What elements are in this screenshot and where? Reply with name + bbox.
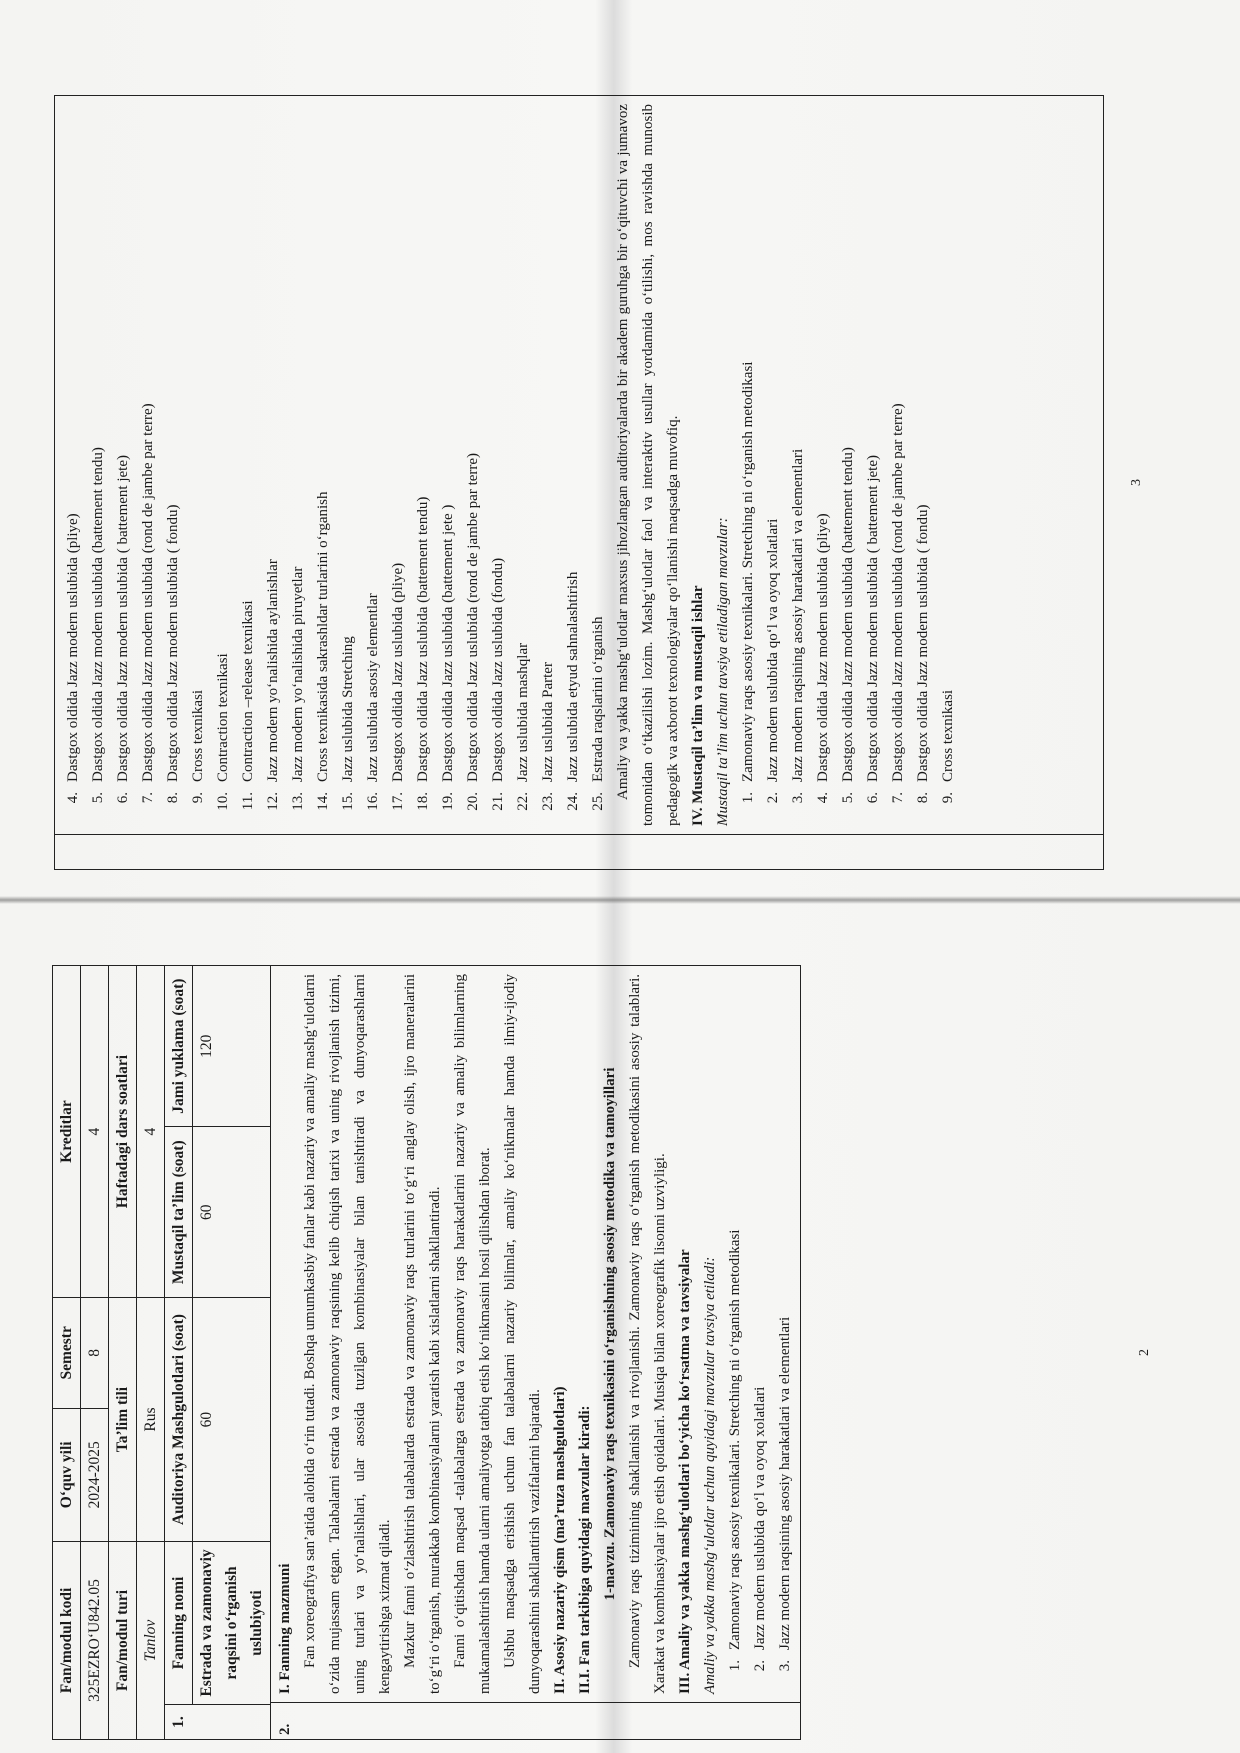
list-item [86, 104, 111, 826]
list-item-number: 1. [740, 792, 756, 804]
list-item-text: Jazz uslubida asosiy elementlar [365, 593, 381, 782]
list-item-number: 9. [940, 792, 956, 804]
weekly-label: Haftadagi dars soatlari [109, 966, 137, 1298]
list-item [911, 104, 936, 826]
list-item-text: Dastgox oldida Jazz modern uslubida ( fondu) [915, 504, 931, 782]
list-item-text: Jazz uslubida Stretching [340, 636, 356, 782]
list-item [736, 104, 761, 826]
list-item-text: Jazz uslubida mashqlar [515, 642, 531, 782]
list-item-text: Dastgox oldida Jazz modern uslubida ( battement jete) [115, 455, 131, 782]
list-item-number: 22. [515, 792, 531, 811]
practice-topics-list [61, 104, 611, 826]
list-item-number: 24. [565, 792, 581, 811]
list-item-number: 11. [240, 792, 256, 811]
section-iv-heading: IV. Mustaqil ta’lim va mustaqil ishlar [690, 585, 706, 826]
list-item-text: Dastgox oldida Jazz modern uslubida ( fondu) [165, 504, 181, 782]
credits-label: Kreditlar [53, 966, 81, 1298]
list-item [411, 104, 436, 826]
list-item-number: 3. [790, 792, 806, 804]
list-item-text: Dastgox oldida Jazz modern uslubida (pliye) [815, 513, 831, 782]
list-item-number: 12. [265, 792, 281, 811]
total-value: 120 [193, 966, 271, 1127]
list-item-text: Dastgox oldida Jazz uslubida (fondu) [490, 557, 506, 782]
list-item [161, 104, 186, 826]
row-number-2: 2. [271, 1702, 800, 1739]
list-item-number: 5. [90, 792, 106, 804]
list-item [336, 104, 361, 826]
list-item-number: 20. [465, 792, 481, 811]
list-item-text: Jazz modern raqsining asosiy harakatlari va elementlari [790, 448, 806, 782]
list-item-text: Cross texnikasida sakrashldar turlarini o‘rganish [315, 491, 331, 782]
list-item-number: 7. [140, 792, 156, 804]
section-ii-i-heading: II.I. Fan tarkibiga quyidagi mavzular kiradi: [577, 1405, 593, 1694]
list-item [461, 104, 486, 826]
list-item-text: Dastgox oldida Jazz modern uslubida (battement tendu) [840, 447, 856, 782]
practice-topics-list-start [723, 974, 798, 1694]
list-item [436, 104, 461, 826]
list-item-number: 23. [540, 792, 556, 811]
page-number: 2 [1137, 1349, 1152, 1356]
list-item-text: Jazz uslubida etyud sahnalashtirish [565, 571, 581, 782]
list-item-number: 10. [215, 792, 231, 811]
list-item [748, 974, 773, 1694]
list-item-number: 3. [777, 1660, 793, 1672]
list-item [186, 104, 211, 826]
lang-value: Rus [137, 1298, 165, 1542]
list-item [361, 104, 386, 826]
list-item-text: Dastgox oldida Jazz uslubida (battement tendu) [415, 496, 431, 782]
list-item-text: Jazz modern uslubida qo‘l va oyoq xolatlari [752, 1386, 768, 1650]
section-ii-heading: II. Asosiy nazariy qism (ma’ruza mashgulotlari) [552, 1386, 568, 1694]
list-item-number: 16. [365, 792, 381, 811]
total-label: Jami yuklama (soat) [165, 966, 193, 1127]
list-item-number: 8. [915, 792, 931, 804]
list-item-text: Dastgox oldida Jazz modern uslubida (battement tendu) [90, 447, 106, 782]
self-value: 60 [193, 1127, 271, 1298]
list-item-number: 14. [315, 792, 331, 811]
list-item [886, 104, 911, 826]
list-item-text: Dastgox oldida Jazz uslubida (battement jete ) [440, 504, 456, 782]
type-label: Fan/modul turi [109, 1542, 137, 1740]
year-label: O‘quv yili [53, 1408, 81, 1541]
year-value: 2024-2025 [81, 1408, 109, 1541]
row-number-1: 1. [165, 1705, 271, 1740]
list-item-text: Cross texnikasi [190, 689, 206, 782]
topic-1-heading: 1-mavzu. Zamonaviy raqs texnikasini o‘rganishning asosiy metodika va tamoyillari [602, 1067, 618, 1601]
list-item-number: 6. [865, 792, 881, 804]
list-item [761, 104, 786, 826]
list-item-number: 1. [727, 1660, 743, 1672]
page-3 [54, 95, 1164, 870]
list-item-text: Jazz modern yo‘nalishida piruyetlar [290, 566, 306, 782]
semester-value: 8 [81, 1298, 109, 1408]
list-item-text: Dastgox oldida Jazz modern uslubida (rond de jambe par terre) [890, 403, 906, 782]
list-item [211, 104, 236, 826]
list-item-text: Jazz modern yo‘nalishida aylanishlar [265, 559, 281, 782]
list-item-text: Dastgox oldida Jazz modern uslubida (pliye) [65, 513, 81, 782]
list-item [861, 104, 886, 826]
list-item-number: 4. [65, 792, 81, 804]
list-item-number: 2. [765, 792, 781, 804]
paragraph-5: Zamonaviy raqs tizimining shakllanishi va rivojlanishi. Zamonaviy raqs o‘rganish metodikasini asosiy talablari. Xarakat va kombinasiyalar ijro etish qoidalari. Musiqa bilan xoreografik lisonni uzviyligi. [627, 974, 668, 1694]
list-item [136, 104, 161, 826]
aud-label: Auditoriya Mashgulotlari (soat) [165, 1298, 193, 1542]
list-item-number: 4. [815, 792, 831, 804]
list-item-text: Contraction texnikasi [215, 653, 231, 782]
list-item-number: 8. [165, 792, 181, 804]
list-item [786, 104, 811, 826]
list-item-text: Jazz modern uslubida qo‘l va oyoq xolatlari [765, 518, 781, 782]
list-item [61, 104, 86, 826]
list-item-number: 25. [590, 792, 606, 811]
list-item [836, 104, 861, 826]
list-item-number: 13. [290, 792, 306, 811]
lang-label: Ta’lim tili [109, 1298, 137, 1542]
paragraph-4: Ushbu maqsadga erishish uchun fan talabalarni nazariy bilimlar, amaliy ko‘nikmalar hamda ilmiy-ijodiy dunyoqarashini shakllantirish vazifalarini bajaradi. [502, 974, 543, 1694]
list-item-text: Zamonaviy raqs asosiy texnikalari. Stretching ni o‘rganish metodikasi [740, 361, 756, 782]
list-item [811, 104, 836, 826]
list-item [586, 104, 611, 826]
course-meta-table [52, 965, 271, 1740]
self-study-list [736, 104, 961, 826]
list-item [936, 104, 961, 826]
list-item [486, 104, 511, 826]
section-i-heading: I. Fanning mazmuni [277, 1563, 293, 1694]
practice-paragraph: Amaliy va yakka mashg‘ulotlar maxsus jihozlangan auditoriyalarda bir akadem guruhga bir o‘qituvchi va jumavoz tomonidan o‘tkazilishi lozim. Mashg‘ulotlar faol va interaktiv usullar yordamida o‘tilishi, mos ravishda munosib pedagogik va axborot texnologiyalar qo‘llanishi maqsadga muvofiq. [615, 104, 681, 826]
credits-value: 4 [81, 966, 109, 1298]
list-item-text: Dastgox oldida Jazz modern uslubida (rond de jambe par terre) [140, 403, 156, 782]
list-item [236, 104, 261, 826]
paragraph-3: Fanni o‘qitishdan maqsad -talabalarga estrada va zamonaviy raqs harakatlarini nazariy va amaliy bilimlarning mukamalashtirish hamda ularni amaliyotga tatbiq etish ko‘nikmasini hosil qilishdan iborat. [452, 974, 493, 1694]
section-2 [271, 965, 801, 1740]
self-study-intro: Mustaqil ta’lim uchun tavsiya etiladigan mavzular: [715, 517, 731, 826]
paragraph-2: Mazkur fanni o‘zlashtirish talabalarda estrada va zamonaviy raqs turlarini to‘g‘ri anglay olish, ijro maneralarini to‘g‘ri o‘rganish, murakkab kombinasiyalarni yaratish kabi xislatlarni shakllantiradi. [402, 974, 443, 1694]
page-number: 3 [1129, 479, 1144, 486]
page-fold [0, 896, 1240, 904]
continuation-box [54, 95, 1104, 870]
list-item-text: Dastgox oldida Jazz uslubida (rond de jambe par terre) [465, 452, 481, 782]
name-label: Fanning nomi [165, 1542, 193, 1705]
list-item [773, 974, 798, 1694]
page-2 [52, 965, 1162, 1740]
list-item-text: Estrada raqslarini o‘rganish [590, 616, 606, 782]
practice-intro: Amaliy va yakka mashg‘ulotlar uchun quyidagi mavzular tavsiya etiladi: [702, 1256, 718, 1694]
list-item-number: 15. [340, 792, 356, 811]
list-item [111, 104, 136, 826]
semester-label: Semestr [53, 1298, 81, 1408]
list-item-number: 17. [390, 792, 406, 811]
self-label: Mustaqil ta’lim (soat) [165, 1127, 193, 1298]
name-value: Estrada va zamonaviy raqsini o‘rganish uslubiyoti [193, 1542, 271, 1705]
list-item-number: 2. [752, 1660, 768, 1672]
list-item-text: Zamonaviy raqs asosiy texnikalari. Stretching ni o‘rganish metodikasi [727, 1229, 743, 1650]
code-label: Fan/modul kodi [53, 1542, 81, 1740]
paragraph-1: Fan xoreografiya san’atida alohida o‘rin tutadi. Boshqa umumkasbiy fanlar kabi nazariy va amaliy mashg‘ulotlarni o‘zida mujassam etgan. Talabalarni estrada va zamonaviy raqsining kelib chiqish tarixi va uning rivojlanish tizimi, uning turlari va yo‘nalishlari, ular asosida tuzilgan kombinasiyalar bilan tanishtiradi va dunyoqarashlarni kengaytirishga xizmat qiladi. [302, 974, 393, 1694]
list-item [286, 104, 311, 826]
list-item-number: 6. [115, 792, 131, 804]
list-item [536, 104, 561, 826]
type-value: Tanlov [137, 1542, 165, 1740]
aud-value: 60 [193, 1298, 271, 1542]
list-item-number: 21. [490, 792, 506, 811]
code-value: 325EZRO‘U842.05 [81, 1542, 109, 1740]
section-iii-heading: III. Amaliy va yakka mashg‘ulotlari bo‘yicha ko‘rsatma va tavsiyalar [677, 1249, 693, 1694]
list-item-number: 9. [190, 792, 206, 804]
list-item-text: Jazz uslubida Parter [540, 662, 556, 782]
list-item [386, 104, 411, 826]
list-item [561, 104, 586, 826]
list-item [311, 104, 336, 826]
list-item-number: 19. [440, 792, 456, 811]
list-item [511, 104, 536, 826]
list-item-number: 5. [840, 792, 856, 804]
list-item [723, 974, 748, 1694]
list-item-number: 18. [415, 792, 431, 811]
weekly-value: 4 [137, 966, 165, 1298]
list-item-text: Contraction –release texnikasi [240, 600, 256, 782]
list-item-text: Cross texnikasi [940, 689, 956, 782]
list-item-text: Dastgox oldida Jazz modern uslubida ( battement jete) [865, 455, 881, 782]
list-item-text: Dastgox oldida Jazz uslubida (pliye) [390, 562, 406, 782]
list-item-text: Jazz modern raqsining asosiy harakatlari va elementlari [777, 1316, 793, 1650]
list-item [261, 104, 286, 826]
list-item-number: 7. [890, 792, 906, 804]
